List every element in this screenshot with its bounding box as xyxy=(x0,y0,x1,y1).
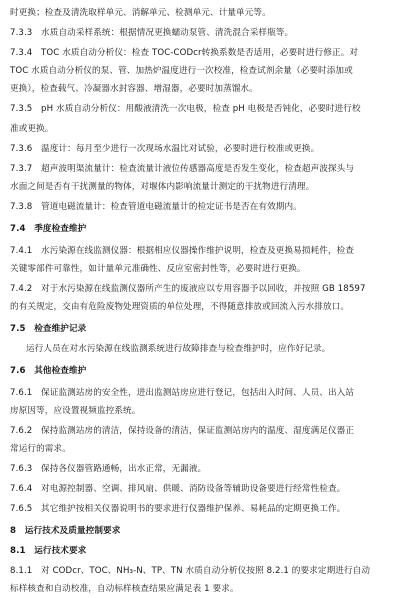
text-line: 7.6.5 其它维护按相关仪器说明书的要求进行仪器维护保养、易耗品的定期更换工作。 xyxy=(10,504,346,514)
text-line: 标样核查和自动校准，自动标样核查结果应满足表 1 要求。 xyxy=(10,584,239,594)
text-line: 7.3.4 TOC 水质自动分析仪：检查 TOC-CODcr转换系数是否适用，必要时进行修正。对 xyxy=(10,48,359,58)
text-line: 7.6.2 保持监测站房的清洁，保持设备的清洁，保证监测站房内的温度、湿度满足仪器正 xyxy=(10,426,355,436)
text-line: 房原因等，应设置视频监控系统。 xyxy=(10,406,141,416)
text-line: 关键零部件可靠性，如计量单元准确性、反应室密封性等，必要时进行更换。 xyxy=(10,264,306,274)
text-line: 8.1.1 对 CODcr、TOC、NH₃-N、TP、TN 水质自动分析仪按照 8.2.1 的要求定期进行自动 xyxy=(10,566,371,576)
text-line: 水面之间是否有干扰测量的物体，对堰体内影响流量计测定的干扰物进行清理。 xyxy=(10,182,315,192)
text-line: 7.3.7 超声波明渠流量计：检查流量计液位传感器高度是否发生变化，检查超声波探头与 xyxy=(10,164,355,174)
text-line: 7.3.6 温度计：每月至少进行一次现场水温比对试验，必要时进行校准或更换。 xyxy=(10,144,320,154)
text-line: 时更换；检查及清洗取样单元、消解单元、检测单元、计量单元等。 xyxy=(10,8,271,18)
text-line: 准或更换。 xyxy=(10,124,54,134)
text-line: 7.6.1 保证监测站房的安全性，进出监测站房应进行登记，包括出入时间、人员、出入站 xyxy=(10,388,355,398)
section-heading: 7.5 检查维护记录 xyxy=(10,324,87,334)
text-line: TOC 水质自动分析仪的泵、管、加热炉温度进行一次校准，检查试剂余量（必要时添加或 xyxy=(10,66,353,76)
section-heading: 8.1 运行技术要求 xyxy=(10,546,87,556)
text-line: 7.3.8 管道电磁流量计：检查管道电磁流量计的检定证书是否在有效期内。 xyxy=(10,202,302,212)
text-line: 的有关规定，交由有危险废物处理资质的单位处理，不得随意排放或回流入污水排放口。 xyxy=(10,302,350,312)
chapter-heading: 8 运行技术及质量控制要求 xyxy=(10,526,121,536)
text-line: 运行人员在对水污染源在线监测系统进行故障排查与检查维护时，应作好记录。 xyxy=(26,344,331,354)
text-line: 7.3.5 pH 水质自动分析仪：用酸液清洗一次电极，检查 pH 电极是否钝化，必要时进行校 xyxy=(10,104,361,114)
text-line: 7.6.4 对电源控制器、空调、排风扇、供暖、消防设备等辅助设备要进行经常性检查。 xyxy=(10,484,346,494)
section-heading: 7.6 其他检查维护 xyxy=(10,366,87,376)
text-line: 7.4.1 水污染源在线监测仪器：根据相应仪器操作维护说明，检查及更换易损耗件，检查 xyxy=(10,246,355,256)
text-line: 7.3.3 水质自动采样系统：根据情况更换蠕动泵管、清洗混合采样瓶等。 xyxy=(10,28,294,38)
section-heading: 7.4 季度检查维护 xyxy=(10,224,87,234)
text-line: 常运行的需求。 xyxy=(10,444,71,454)
text-line: 7.4.2 对于水污染源在线监测仪器所产生的废液应以专用容器予以回收，并按照 GB 18597 xyxy=(10,284,366,294)
text-line: 更换），检查载气、冷凝器水封容器、增湿器，必要时加蒸馏水。 xyxy=(10,84,258,94)
text-line: 7.6.3 保持各仪器管路通畅，出水正常，无漏液。 xyxy=(10,464,207,474)
